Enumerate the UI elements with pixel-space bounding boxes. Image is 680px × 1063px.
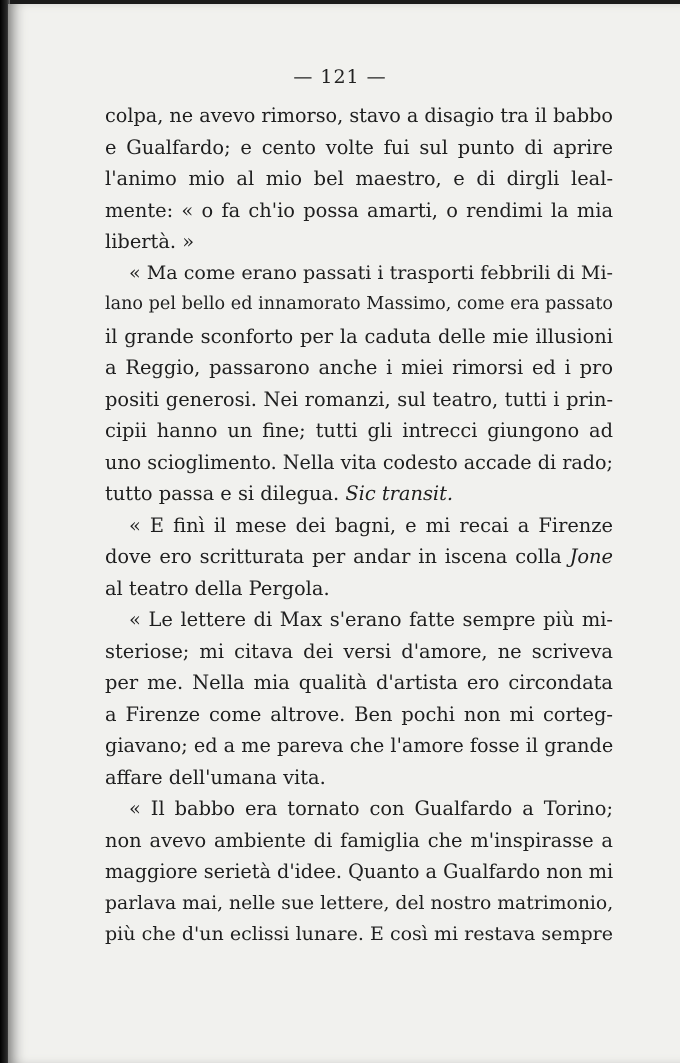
paragraph-4	[105, 604, 613, 793]
text-line: mente: « o fa ch'io possa amarti, o rendimi la mia	[105, 198, 613, 222]
text-line: l'animo mio al mio bel maestro, e di dirgli leal-	[105, 167, 613, 190]
text-line: « Il babbo era tornato con Gualfardo a Torino;	[129, 797, 613, 820]
text-line: parlava mai, nelle sue lettere, del nostro matrimonio,	[105, 892, 614, 914]
italic-text: Sic transit.	[345, 482, 454, 505]
text-line: « Ma come erano passati i trasporti febbrili di Mi-	[129, 261, 613, 284]
italic-text: Jone	[569, 545, 613, 568]
paragraph-2	[105, 258, 613, 510]
text-line: a Reggio, passarono anche i miei rimorsi ed i pro	[105, 356, 613, 379]
text-segment: tutto passa e si dilegua.	[105, 482, 346, 505]
page-body	[105, 100, 613, 951]
text-line	[105, 541, 613, 573]
text-line: libertà. »	[105, 230, 195, 253]
text-line: per me. Nella mia qualità d'artista ero circondata	[105, 671, 613, 694]
text-segment: dove ero scritturata per andar in iscena colla	[105, 545, 570, 568]
text-line: cipii hanno un fine; tutti gli intrecci giungono ad	[105, 419, 613, 442]
text-line: e Gualfardo; e cento volte fui sul punto di aprire	[105, 135, 613, 159]
text-line: steriose; mi citava dei versi d'amore, ne scriveva	[105, 639, 613, 663]
text-line: colpa, ne avevo rimorso, stavo a disagio tra il babbo	[105, 104, 613, 127]
text-line: non avevo ambiente di famiglia che m'inspirasse a	[105, 828, 613, 852]
text-line: positi generosi. Nei romanzi, sul teatro, tutti i prin-	[105, 387, 613, 411]
text-line: uno scioglimento. Nella vita codesto accade di rado;	[105, 450, 613, 474]
page-number: — 121 —	[293, 66, 387, 88]
text-line	[105, 478, 613, 510]
text-line: più che d'un eclissi lunare. E così mi restava sempre	[105, 923, 613, 945]
text-line: maggiore serietà d'idee. Quanto a Gualfardo non mi	[105, 860, 614, 883]
text-line: affare dell'umana vita.	[105, 765, 326, 789]
text-line: al teatro della Pergola.	[105, 576, 330, 600]
text-line: « Le lettere di Max s'erano fatte sempre più mi-	[129, 608, 613, 631]
text-line: il grande sconforto per la caduta delle mie illusioni	[105, 324, 613, 348]
text-line: lano pel bello ed innamorato Massimo, come era passato	[105, 294, 613, 314]
paragraph-1	[105, 100, 613, 258]
text-line: giavano; ed a me pareva che l'amore fosse il grande	[105, 734, 614, 757]
paragraph-5	[105, 793, 613, 951]
text-line: a Firenze come altrove. Ben pochi non mi corteg-	[105, 702, 613, 726]
text-line: « E finì il mese dei bagni, e mi recai a Firenze	[129, 513, 613, 537]
paragraph-3	[105, 510, 613, 605]
